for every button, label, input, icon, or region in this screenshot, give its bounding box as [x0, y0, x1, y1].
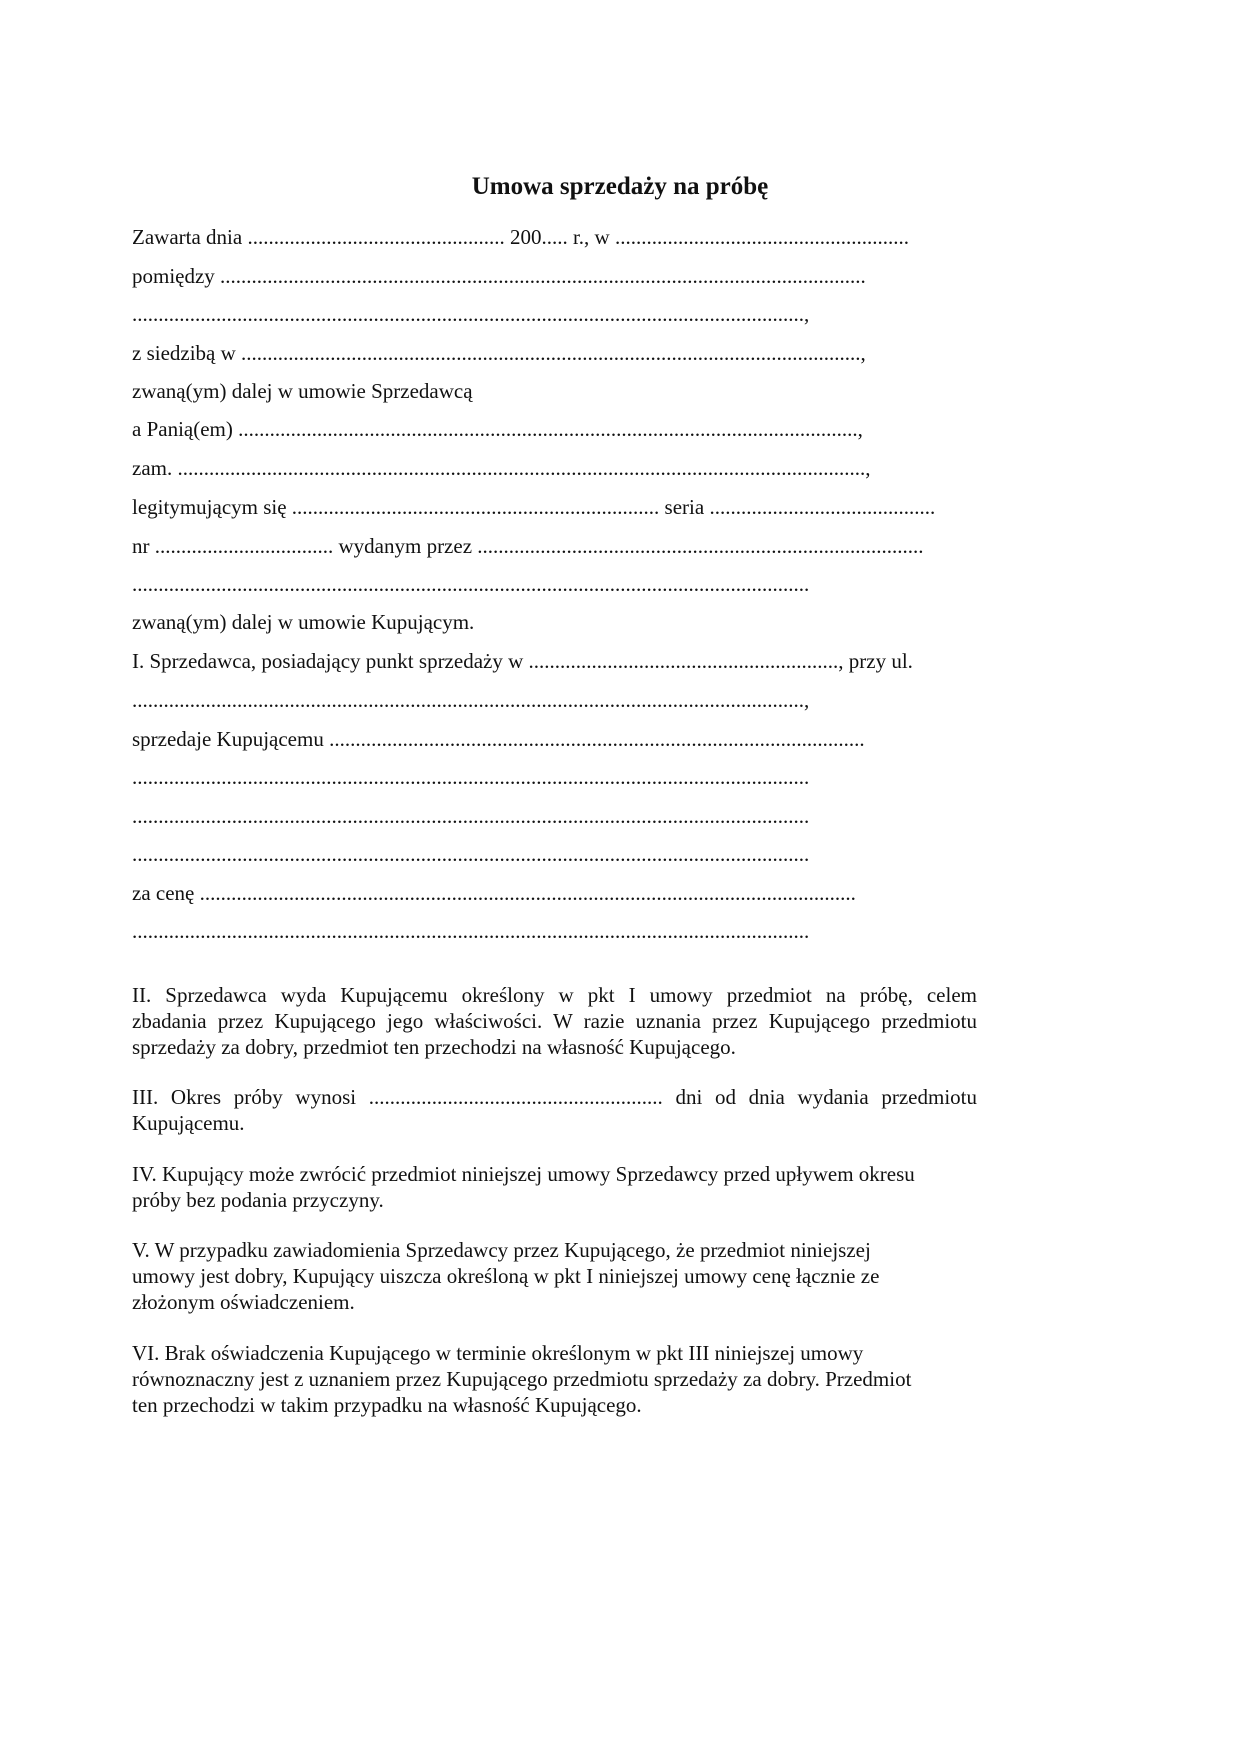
form-line-buyer-name: a Panią(em) ......................................................................................................................, [132, 417, 863, 441]
clause-line: ten przechodzi w takim przypadku na własność Kupującego. [132, 1393, 642, 1417]
clause-line: VI. Brak oświadczenia Kupującego w terminie określonym w pkt III niniejszej umowy [132, 1341, 864, 1365]
clause-v [132, 1237, 977, 1315]
form-line-id-number: nr .................................. wydanym przez ..................................................................................... [132, 534, 924, 558]
form-line-id-series: legitymującym się ...................................................................... seria ........................................... [132, 495, 936, 519]
form-line-seller-label: zwaną(ym) dalej w umowie Sprzedawcą [132, 379, 473, 403]
clause-vi [132, 1340, 977, 1418]
form-line-clause-i-point-of-sale: I. Sprzedawca, posiadający punkt sprzedaży w ..........................................................., przy ul. [132, 649, 913, 673]
form-line-buyer-label: zwaną(ym) dalej w umowie Kupującym. [132, 610, 475, 634]
form-line-blank: ................................................................................................................................. [132, 572, 810, 596]
form-line-seat: z siedzibą w ......................................................................................................................, [132, 341, 866, 365]
form-line-price: za cenę ............................................................................................................................. [132, 881, 856, 905]
clause-ii [132, 982, 977, 1060]
document-title: Umowa sprzedaży na próbę [471, 173, 769, 200]
form-line-item-description: ................................................................................................................................. [132, 765, 810, 789]
clause-line: złożonym oświadczeniem. [132, 1290, 355, 1314]
clause-line: Kupującemu. [132, 1111, 245, 1135]
form-line-sells-to-buyer: sprzedaje Kupującemu ...................................................................................................... [132, 727, 865, 751]
form-line-street: ................................................................................................................................, [132, 688, 810, 712]
form-line-blank: ................................................................................................................................, [132, 302, 810, 326]
form-line-item-description: ................................................................................................................................. [132, 842, 810, 866]
clause-line: umowy jest dobry, Kupujący uiszcza określoną w pkt I niniejszej umowy cenę łącznie ze [132, 1264, 880, 1288]
clause-iv [132, 1161, 977, 1213]
clause-line: IV. Kupujący może zwrócić przedmiot niniejszej umowy Sprzedawcy przed upływem okresu [132, 1162, 915, 1186]
clause-line: III. Okres próby wynosi ........................................................ dni od dnia wydania przedmiotu [132, 1085, 977, 1109]
clause-line: równoznaczny jest z uznaniem przez Kupującego przedmiotu sprzedaży za dobry. Przedmiot [132, 1367, 912, 1391]
clause-line: sprzedaży za dobry, przedmiot ten przechodzi na własność Kupującego. [132, 1035, 736, 1059]
clause-line: zbadania przez Kupującego jego właściwości. W razie uznania przez Kupującego przedmiotu [132, 1009, 977, 1033]
form-line-price-blank: ................................................................................................................................. [132, 919, 810, 943]
clause-line: V. W przypadku zawiadomienia Sprzedawcy przez Kupującego, że przedmiot niniejszej [132, 1238, 871, 1262]
clause-iii [132, 1084, 977, 1136]
clause-line: próby bez podania przyczyny. [132, 1188, 384, 1212]
form-line-item-description: ................................................................................................................................. [132, 804, 810, 828]
clause-line: II. Sprzedawca wyda Kupującemu określony w pkt I umowy przedmiot na próbę, celem [132, 983, 977, 1007]
form-line-date-place: Zawarta dnia ................................................. 200..... r., w ........................................................ [132, 225, 909, 249]
form-line-between: pomiędzy ........................................................................................................................... [132, 264, 866, 288]
form-line-address: zam. ..................................................................................................................................., [132, 456, 871, 480]
